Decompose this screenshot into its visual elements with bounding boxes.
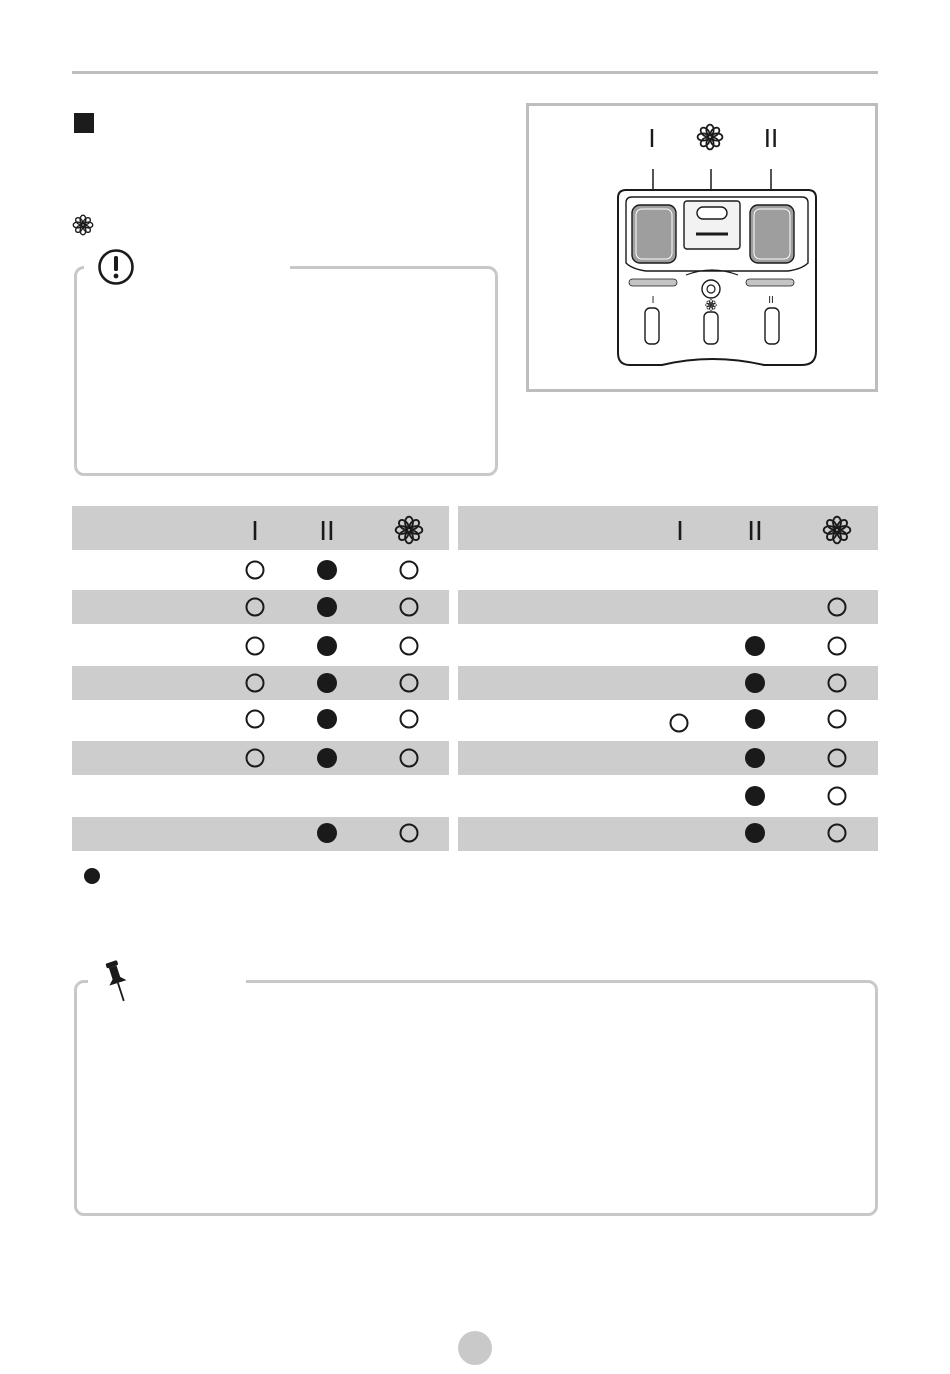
empty-dot [401, 638, 418, 655]
right-header-label: II [747, 515, 763, 546]
exclamation-circle-icon [96, 247, 136, 287]
empty-dot [829, 599, 846, 616]
left-header-flower-icon [396, 517, 423, 544]
detergent-drawer-illustration [526, 103, 878, 392]
filled-dot [745, 673, 765, 693]
empty-dot [247, 638, 264, 655]
filled-dot [317, 636, 337, 656]
note-box [74, 980, 878, 1216]
filled-dot [317, 748, 337, 768]
empty-dot [401, 711, 418, 728]
left-header-label: II [319, 515, 335, 546]
empty-dot [829, 750, 846, 767]
top-divider [72, 71, 878, 74]
drawer-label-1: I [648, 123, 656, 153]
drawer-flower-icon [698, 125, 723, 150]
empty-dot [401, 599, 418, 616]
empty-dot [247, 675, 264, 692]
drawer-small-label-2: II [768, 295, 774, 306]
filled-dot [317, 709, 337, 729]
filled-dot [745, 786, 765, 806]
left-header-label: I [251, 515, 259, 546]
filled-dot [745, 636, 765, 656]
softener-flower-icon [72, 214, 94, 236]
drawer-small-label-1: I [651, 295, 655, 306]
table-marks [72, 506, 878, 852]
page-number-badge [458, 1331, 492, 1365]
pushpin-icon [100, 958, 134, 1006]
filled-dot [317, 673, 337, 693]
filled-dot [317, 823, 337, 843]
empty-dot [829, 675, 846, 692]
drawer-label-2: II [763, 123, 779, 153]
filled-dot [745, 823, 765, 843]
empty-dot [401, 750, 418, 767]
empty-dot [247, 599, 264, 616]
filled-dot [745, 709, 765, 729]
right-header-flower-icon [824, 517, 851, 544]
empty-dot [247, 711, 264, 728]
empty-dot [247, 750, 264, 767]
section-bullet-square [74, 113, 94, 133]
filled-dot [745, 748, 765, 768]
empty-dot [829, 711, 846, 728]
filled-dot [317, 597, 337, 617]
empty-dot [401, 825, 418, 842]
empty-dot [401, 562, 418, 579]
empty-dot [829, 638, 846, 655]
empty-dot [829, 788, 846, 805]
empty-dot [247, 562, 264, 579]
detergent-usage-table [72, 506, 878, 852]
filled-dot [317, 560, 337, 580]
warning-box [74, 266, 498, 476]
legend-filled-dot [84, 868, 100, 884]
right-header-label: I [676, 515, 684, 546]
empty-dot [401, 675, 418, 692]
empty-dot [829, 825, 846, 842]
empty-dot [671, 715, 688, 732]
